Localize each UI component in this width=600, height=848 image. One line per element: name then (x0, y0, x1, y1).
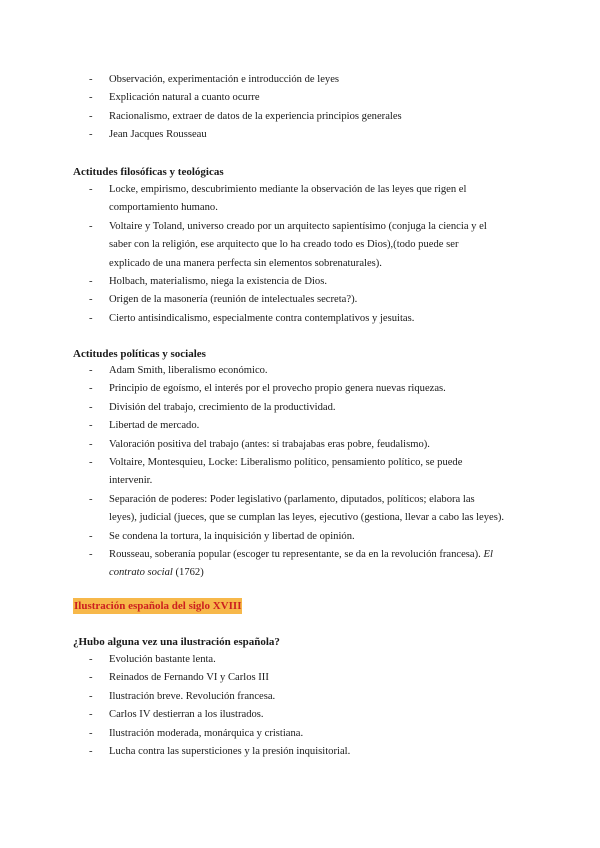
list-item: - Jean Jacques Rousseau (89, 129, 207, 141)
spain-list-block (0, 651, 600, 761)
list-item: - Reinados de Fernando VI y Carlos III (89, 672, 269, 684)
list-item: - Holbach, materialismo, niega la existencia de Dios. (89, 276, 327, 288)
philosophical-list (0, 181, 600, 328)
list-item: - Evolución bastante lenta. (89, 654, 216, 665)
list-item: - Carlos IV destierran a los ilustrados. (89, 709, 264, 721)
list-item: - Ilustración breve. Revolución francesa. (89, 690, 276, 702)
list-item: - Rousseau, soberanía popular (escoger tu representante, se da en la revolución francesa). El (89, 549, 493, 561)
list-item: - Adam Smith, liberalismo económico. (89, 365, 268, 376)
list-item: - Valoración positiva del trabajo (antes: si trabajabas eras pobre, feudalismo). (89, 438, 430, 450)
list-item: - Se condena la tortura, la inquisición y libertad de opinión. (89, 530, 355, 542)
section-heading-spain: ¿Hubo alguna vez una ilustración española? (73, 636, 280, 648)
political-list-block (0, 362, 600, 583)
list-item: - Explicación natural a cuanto ocurre (89, 92, 260, 104)
list-item: - División del trabajo, crecimiento de la productividad. (89, 401, 336, 413)
list-item: - Racionalismo, extraer de datos de la experiencia principios generales (89, 110, 402, 122)
list-item: - Voltaire y Toland, universo creado por un arquitecto sapientísimo (conjuga la ciencia y el (89, 220, 487, 232)
book-title: contrato social (109, 567, 173, 579)
list-item: - Separación de poderes: Poder legislativo (parlamento, diputados, políticos; elabora las (89, 493, 475, 505)
list-item: - Libertad de mercado. (89, 420, 200, 432)
section-heading-philosophical: Actitudes filosóficas y teológicas (73, 166, 224, 178)
list-item: - Principio de egoísmo, el interés por el provecho propio genera nuevas riquezas. (89, 383, 446, 395)
philosophical-list-block (0, 181, 600, 328)
book-title-first-word: El (483, 549, 493, 561)
list-item-continuation: leyes), judicial (jueces, que se cumplan las leyes, ejecutivo (gestiona, llevar a cabo las leyes). (109, 512, 505, 524)
list-item: - Ilustración moderada, monárquica y cristiana. (89, 727, 304, 739)
intro-list (0, 71, 600, 145)
section-heading-political: Actitudes políticas y sociales (73, 348, 206, 360)
spain-list (0, 651, 600, 761)
intro-list-block (0, 71, 600, 145)
highlighted-section-title: Ilustración española del siglo XVIII (74, 600, 242, 612)
list-item-continuation: explicado de una manera perfecta sin elementos sobrenaturales). (109, 257, 382, 269)
list-item: - Lucha contra las supersticiones y la presión inquisitorial. (89, 746, 351, 758)
list-item: - Observación, experimentación e introducción de leyes (89, 74, 340, 85)
list-item-continuation: comportamiento humano. (109, 202, 218, 214)
list-item: - Cierto antisindicalismo, especialmente contra contemplativos y jesuitas. (89, 312, 415, 324)
political-list (0, 362, 600, 583)
list-item: - Origen de la masonería (reunión de intelectuales secreta?). (89, 294, 358, 306)
list-item: - Locke, empirismo, descubrimiento mediante la observación de las leyes que rigen el (89, 184, 467, 195)
list-item-continuation: saber con la religión, ese arquitecto que lo ha creado todo es Dios),(todo puede ser (109, 239, 459, 251)
list-item: - Voltaire, Montesquieu, Locke: Liberalismo político, pensamiento político, se puede (89, 457, 463, 469)
list-item-continuation: intervenir. (109, 475, 153, 487)
book-year: (1762) (175, 567, 204, 579)
list-item-continuation (0, 564, 600, 582)
